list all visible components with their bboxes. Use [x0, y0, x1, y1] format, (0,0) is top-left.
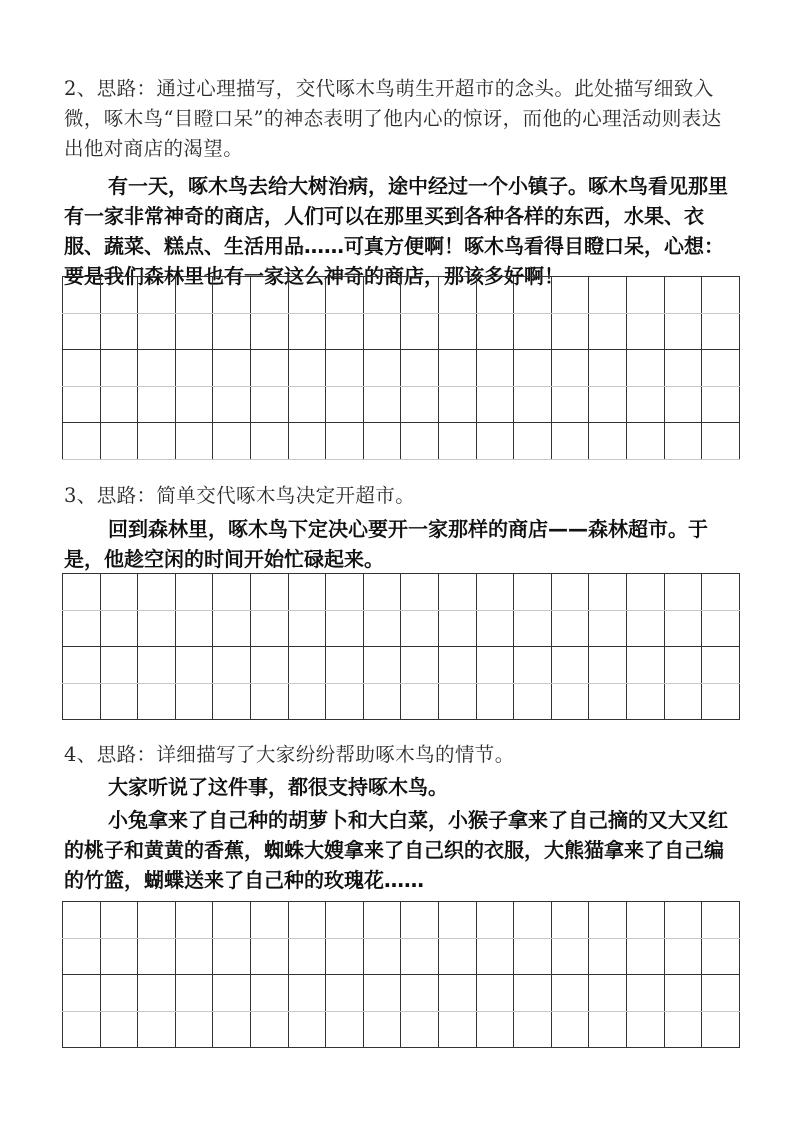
grid-cell [138, 1011, 176, 1048]
grid-cell [326, 683, 364, 720]
grid-cell [175, 277, 213, 314]
grid-cell [589, 975, 627, 1012]
grid-cell [438, 975, 476, 1012]
grid-cell [363, 975, 401, 1012]
grid-cell [213, 386, 251, 423]
grid-cell [213, 277, 251, 314]
section-3-writing-grid [62, 573, 740, 720]
grid-cell [326, 902, 364, 939]
grid-cell [100, 423, 138, 460]
grid-row [63, 647, 740, 684]
grid-cell [363, 647, 401, 684]
grid-cell [476, 647, 514, 684]
grid-cell [250, 683, 288, 720]
grid-cell [213, 423, 251, 460]
grid-cell [175, 350, 213, 387]
grid-cell [250, 938, 288, 975]
grid-cell [514, 423, 552, 460]
grid-cell [514, 1011, 552, 1048]
grid-cell [401, 902, 439, 939]
grid-cell [589, 647, 627, 684]
grid-cell [514, 350, 552, 387]
section-3-hint: 3、思路：简单交代啄木鸟决定开超市。 [64, 484, 416, 507]
grid-cell [589, 1011, 627, 1048]
grid-cell [664, 647, 702, 684]
grid-cell [702, 313, 740, 350]
grid-cell [326, 423, 364, 460]
grid-cell [626, 647, 664, 684]
grid-cell [175, 902, 213, 939]
grid-cell [288, 350, 326, 387]
grid-cell [138, 350, 176, 387]
grid-cell [250, 313, 288, 350]
grid-cell [401, 277, 439, 314]
grid-cell [589, 938, 627, 975]
grid-cell [288, 277, 326, 314]
grid-cell [702, 1011, 740, 1048]
grid-cell [63, 647, 101, 684]
grid-cell [438, 902, 476, 939]
grid-cell [138, 386, 176, 423]
grid-cell [288, 610, 326, 647]
grid-row [63, 902, 740, 939]
grid-cell [250, 423, 288, 460]
grid-cell [589, 423, 627, 460]
grid-row [63, 975, 740, 1012]
section-4-paragraph-2: 小兔拿来了自己种的胡萝卜和大白菜，小猴子拿来了自己摘的又大又红的桃子和黄黄的香蕉，蜘蛛大嫂拿来了自己织的衣服，大熊猫拿来了自己编的竹篮，蝴蝶送来了自己种的玫瑰花…… [64, 808, 728, 892]
grid-cell [363, 313, 401, 350]
grid-cell [401, 938, 439, 975]
grid-cell [626, 423, 664, 460]
grid-cell [401, 975, 439, 1012]
grid-cell [551, 313, 589, 350]
grid-cell [626, 610, 664, 647]
grid-cell [514, 277, 552, 314]
grid-cell [626, 386, 664, 423]
grid-row [63, 1011, 740, 1048]
grid-cell [63, 902, 101, 939]
grid-cell [138, 902, 176, 939]
grid-cell [100, 683, 138, 720]
grid-cell [175, 1011, 213, 1048]
grid-cell [401, 647, 439, 684]
grid-cell [551, 938, 589, 975]
grid-cell [626, 313, 664, 350]
grid-cell [100, 277, 138, 314]
grid-cell [438, 313, 476, 350]
grid-cell [213, 938, 251, 975]
grid-cell [213, 574, 251, 611]
grid-cell [175, 423, 213, 460]
grid-cell [250, 386, 288, 423]
grid-cell [213, 313, 251, 350]
grid-cell [438, 350, 476, 387]
grid-cell [175, 313, 213, 350]
grid-cell [250, 1011, 288, 1048]
grid-cell [438, 938, 476, 975]
grid-cell [551, 610, 589, 647]
grid-cell [250, 610, 288, 647]
grid-cell [438, 386, 476, 423]
grid-cell [326, 350, 364, 387]
grid-row [63, 938, 740, 975]
grid-cell [138, 423, 176, 460]
grid-cell [438, 683, 476, 720]
grid-row [63, 574, 740, 611]
grid-cell [514, 902, 552, 939]
grid-row [63, 683, 740, 720]
grid-cell [551, 683, 589, 720]
grid-cell [438, 423, 476, 460]
grid-cell [288, 902, 326, 939]
grid-cell [213, 610, 251, 647]
grid-cell [664, 313, 702, 350]
grid-cell [702, 902, 740, 939]
grid-cell [551, 1011, 589, 1048]
grid-cell [476, 938, 514, 975]
grid-cell [551, 574, 589, 611]
grid-cell [100, 386, 138, 423]
grid-cell [250, 574, 288, 611]
grid-cell [401, 386, 439, 423]
grid-cell [476, 386, 514, 423]
grid-cell [664, 277, 702, 314]
grid-cell [589, 313, 627, 350]
grid-cell [702, 610, 740, 647]
grid-cell [288, 1011, 326, 1048]
grid-cell [514, 313, 552, 350]
grid-cell [363, 683, 401, 720]
grid-cell [626, 1011, 664, 1048]
grid-cell [551, 647, 589, 684]
grid-cell [288, 423, 326, 460]
grid-cell [401, 350, 439, 387]
grid-cell [326, 574, 364, 611]
grid-cell [326, 386, 364, 423]
grid-cell [401, 1011, 439, 1048]
grid-cell [514, 386, 552, 423]
grid-cell [702, 277, 740, 314]
grid-cell [100, 313, 138, 350]
grid-cell [100, 938, 138, 975]
grid-cell [551, 350, 589, 387]
grid-cell [138, 277, 176, 314]
grid-cell [138, 975, 176, 1012]
grid-cell [250, 902, 288, 939]
grid-cell [63, 423, 101, 460]
grid-cell [63, 938, 101, 975]
grid-cell [664, 902, 702, 939]
grid-cell [63, 386, 101, 423]
grid-cell [626, 938, 664, 975]
grid-cell [664, 975, 702, 1012]
section-4-writing-grid [62, 901, 740, 1048]
grid-cell [326, 1011, 364, 1048]
grid-cell [288, 683, 326, 720]
grid-cell [476, 313, 514, 350]
grid-cell [326, 975, 364, 1012]
grid-cell [100, 574, 138, 611]
grid-cell [476, 423, 514, 460]
grid-cell [250, 277, 288, 314]
grid-cell [476, 610, 514, 647]
grid-cell [514, 574, 552, 611]
grid-cell [100, 350, 138, 387]
grid-cell [175, 574, 213, 611]
grid-cell [175, 610, 213, 647]
grid-cell [363, 1011, 401, 1048]
grid-cell [288, 574, 326, 611]
grid-cell [138, 610, 176, 647]
grid-cell [63, 574, 101, 611]
grid-cell [401, 423, 439, 460]
grid-cell [438, 574, 476, 611]
grid-cell [288, 313, 326, 350]
grid-cell [514, 647, 552, 684]
grid-cell [664, 350, 702, 387]
grid-cell [589, 277, 627, 314]
grid-cell [438, 277, 476, 314]
grid-cell [63, 313, 101, 350]
grid-cell [63, 350, 101, 387]
grid-cell [250, 350, 288, 387]
grid-row [63, 610, 740, 647]
grid-cell [514, 975, 552, 1012]
grid-cell [664, 938, 702, 975]
grid-cell [401, 610, 439, 647]
grid-cell [288, 975, 326, 1012]
grid-cell [664, 574, 702, 611]
grid-cell [63, 975, 101, 1012]
grid-cell [138, 938, 176, 975]
grid-cell [476, 277, 514, 314]
grid-cell [213, 975, 251, 1012]
grid-cell [626, 574, 664, 611]
grid-cell [702, 350, 740, 387]
grid-cell [100, 610, 138, 647]
grid-cell [250, 647, 288, 684]
grid-cell [702, 683, 740, 720]
grid-cell [476, 1011, 514, 1048]
grid-cell [401, 574, 439, 611]
grid-cell [138, 683, 176, 720]
grid-cell [213, 902, 251, 939]
grid-cell [175, 683, 213, 720]
grid-cell [702, 647, 740, 684]
grid-row [63, 277, 740, 314]
grid-cell [363, 277, 401, 314]
grid-cell [326, 938, 364, 975]
grid-cell [63, 683, 101, 720]
grid-cell [326, 277, 364, 314]
grid-cell [288, 386, 326, 423]
grid-cell [175, 647, 213, 684]
grid-cell [213, 647, 251, 684]
grid-cell [514, 683, 552, 720]
grid-row [63, 386, 740, 423]
grid-cell [138, 574, 176, 611]
grid-cell [175, 975, 213, 1012]
grid-cell [100, 975, 138, 1012]
grid-cell [363, 610, 401, 647]
section-3-paragraph: 回到森林里，啄木鸟下定决心要开一家那样的商店——森林超市。于是，他趁空闲的时间开始忙碌起来。 [64, 517, 708, 571]
grid-cell [702, 975, 740, 1012]
grid-cell [63, 610, 101, 647]
grid-cell [476, 350, 514, 387]
grid-cell [213, 683, 251, 720]
grid-cell [626, 277, 664, 314]
grid-cell [589, 574, 627, 611]
grid-cell [702, 574, 740, 611]
grid-cell [363, 350, 401, 387]
grid-cell [702, 423, 740, 460]
grid-cell [589, 610, 627, 647]
grid-cell [63, 1011, 101, 1048]
grid-cell [589, 683, 627, 720]
grid-cell [476, 574, 514, 611]
grid-cell [401, 313, 439, 350]
grid-cell [476, 975, 514, 1012]
grid-cell [138, 313, 176, 350]
grid-cell [175, 386, 213, 423]
grid-cell [100, 647, 138, 684]
section-4-hint: 4、思路：详细描写了大家纷纷帮助啄木鸟的情节。 [64, 743, 515, 766]
grid-cell [438, 647, 476, 684]
grid-cell [138, 647, 176, 684]
grid-cell [551, 975, 589, 1012]
grid-cell [551, 386, 589, 423]
grid-cell [551, 902, 589, 939]
grid-cell [476, 683, 514, 720]
grid-cell [401, 683, 439, 720]
section-2-hint: 2、思路：通过心理描写，交代啄木鸟萌生开超市的念头。此处描写细致入微，啄木鸟“目瞪口呆”的神态表明了他内心的惊讶，而他的心理活动则表达出他对商店的渴望。 [64, 77, 722, 160]
grid-cell [589, 386, 627, 423]
grid-cell [664, 386, 702, 423]
grid-cell [100, 902, 138, 939]
grid-cell [213, 1011, 251, 1048]
grid-cell [326, 313, 364, 350]
grid-cell [626, 902, 664, 939]
grid-cell [100, 1011, 138, 1048]
grid-cell [363, 423, 401, 460]
grid-cell [326, 610, 364, 647]
grid-cell [175, 938, 213, 975]
grid-cell [288, 938, 326, 975]
grid-cell [626, 350, 664, 387]
grid-cell [514, 610, 552, 647]
grid-row [63, 313, 740, 350]
grid-cell [363, 938, 401, 975]
grid-cell [363, 902, 401, 939]
grid-cell [664, 423, 702, 460]
grid-row [63, 350, 740, 387]
grid-cell [438, 1011, 476, 1048]
grid-cell [551, 277, 589, 314]
grid-cell [626, 683, 664, 720]
section-4-paragraph-1: 大家听说了这件事，都很支持啄木鸟。 [108, 775, 448, 799]
grid-cell [250, 975, 288, 1012]
section-2-paragraph: 有一天，啄木鸟去给大树治病，途中经过一个小镇子。啄木鸟看见那里有一家非常神奇的商店，人们可以在那里买到各种各样的东西，水果、衣服、蔬菜、糕点、生活用品……可真方便啊！啄木鸟看得目瞪口呆，心想：要是我们森林里也有一家这么神奇的商店，那该多好啊！ [64, 174, 728, 288]
grid-cell [551, 423, 589, 460]
grid-cell [626, 975, 664, 1012]
grid-cell [514, 938, 552, 975]
grid-cell [213, 350, 251, 387]
section-2-writing-grid [62, 276, 740, 460]
grid-cell [326, 647, 364, 684]
grid-cell [438, 610, 476, 647]
grid-cell [664, 683, 702, 720]
grid-cell [363, 386, 401, 423]
grid-row [63, 423, 740, 460]
grid-cell [63, 277, 101, 314]
grid-cell [589, 350, 627, 387]
grid-cell [664, 610, 702, 647]
grid-cell [589, 902, 627, 939]
grid-cell [702, 386, 740, 423]
grid-cell [702, 938, 740, 975]
grid-cell [476, 902, 514, 939]
grid-cell [664, 1011, 702, 1048]
grid-cell [363, 574, 401, 611]
grid-cell [288, 647, 326, 684]
